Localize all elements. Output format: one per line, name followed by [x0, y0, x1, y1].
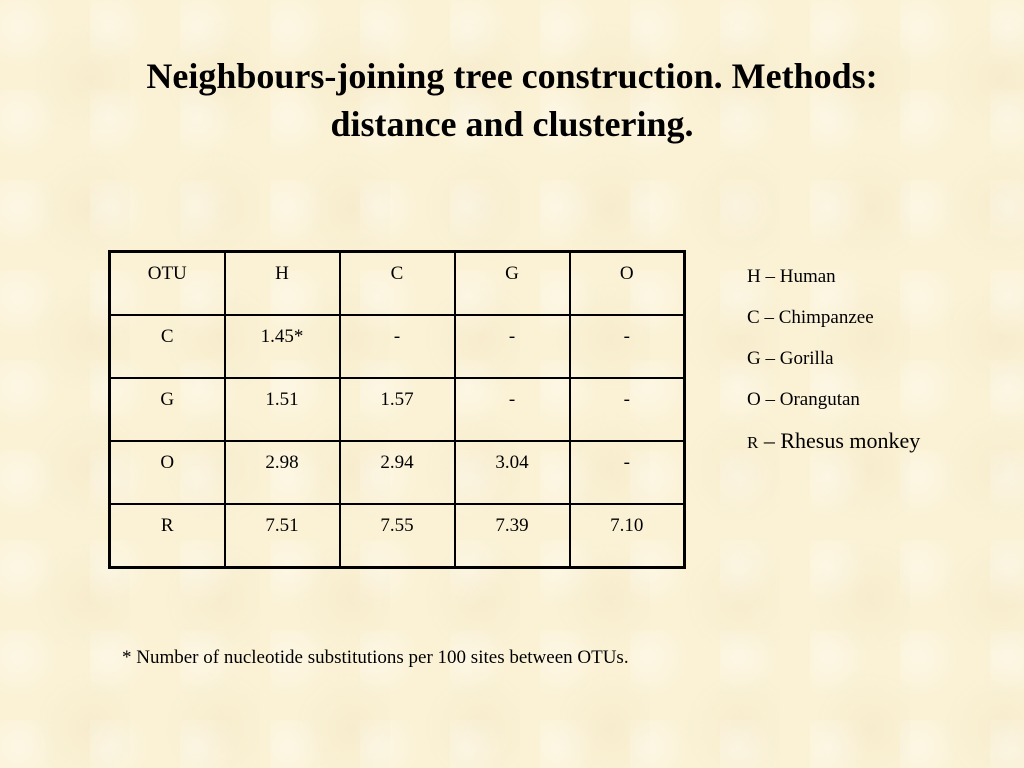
- legend-item-chimpanzee: [747, 305, 920, 346]
- table-cell: G: [110, 378, 225, 441]
- legend-item-orangutan: [747, 387, 920, 428]
- table-cell: 7.51: [225, 504, 340, 568]
- slide-title-line-1: Neighbours-joining tree construction. Methods:: [146, 56, 878, 96]
- legend-name: Human: [779, 266, 836, 287]
- legend-separator: –: [758, 428, 781, 453]
- table-cell: 7.10: [570, 504, 685, 568]
- slide-title: [60, 52, 964, 148]
- legend-separator: –: [760, 266, 780, 287]
- table-cell: -: [340, 315, 455, 378]
- legend-item-gorilla: [747, 346, 920, 387]
- footnote: * Number of nucleotide substitutions per 100 sites between OTUs.: [122, 647, 629, 668]
- distance-matrix-table: [108, 250, 686, 569]
- legend-item-rhesus-monkey: [747, 428, 920, 469]
- legend-separator: –: [760, 348, 780, 369]
- table-row: [110, 378, 685, 441]
- table-cell: -: [455, 315, 570, 378]
- table-cell: C: [110, 315, 225, 378]
- legend-separator: –: [760, 389, 780, 410]
- legend-name: Rhesus monkey: [780, 428, 921, 453]
- legend-separator: –: [759, 307, 779, 328]
- legend-abbr: O: [747, 389, 761, 410]
- legend-abbr: G: [747, 348, 761, 369]
- table-header-cell: O: [570, 252, 685, 316]
- table-cell: 1.57: [340, 378, 455, 441]
- table-header-cell: C: [340, 252, 455, 316]
- table-cell: R: [110, 504, 225, 568]
- species-legend: [747, 264, 920, 469]
- table-cell: 7.55: [340, 504, 455, 568]
- table-header-cell: G: [455, 252, 570, 316]
- table-cell: 3.04: [455, 441, 570, 504]
- table-cell: -: [570, 441, 685, 504]
- legend-name: Gorilla: [779, 348, 834, 369]
- legend-item-human: [747, 264, 920, 305]
- table-cell: -: [570, 378, 685, 441]
- table-header-row: [110, 252, 685, 316]
- table-row: [110, 504, 685, 568]
- table-row: [110, 441, 685, 504]
- legend-abbr: R: [747, 433, 759, 452]
- legend-name: Chimpanzee: [778, 307, 874, 328]
- legend-abbr: C: [747, 307, 760, 328]
- table-row: [110, 315, 685, 378]
- table-header-cell: OTU: [110, 252, 225, 316]
- legend-name: Orangutan: [779, 389, 860, 410]
- table-cell: 1.45*: [225, 315, 340, 378]
- table-cell: 2.94: [340, 441, 455, 504]
- table-cell: -: [455, 378, 570, 441]
- table-cell: 7.39: [455, 504, 570, 568]
- slide-title-line-2: distance and clustering.: [330, 104, 694, 144]
- legend-abbr: H: [747, 266, 761, 287]
- table-header-cell: H: [225, 252, 340, 316]
- table-cell: O: [110, 441, 225, 504]
- table-cell: 2.98: [225, 441, 340, 504]
- table-cell: -: [570, 315, 685, 378]
- table-cell: 1.51: [225, 378, 340, 441]
